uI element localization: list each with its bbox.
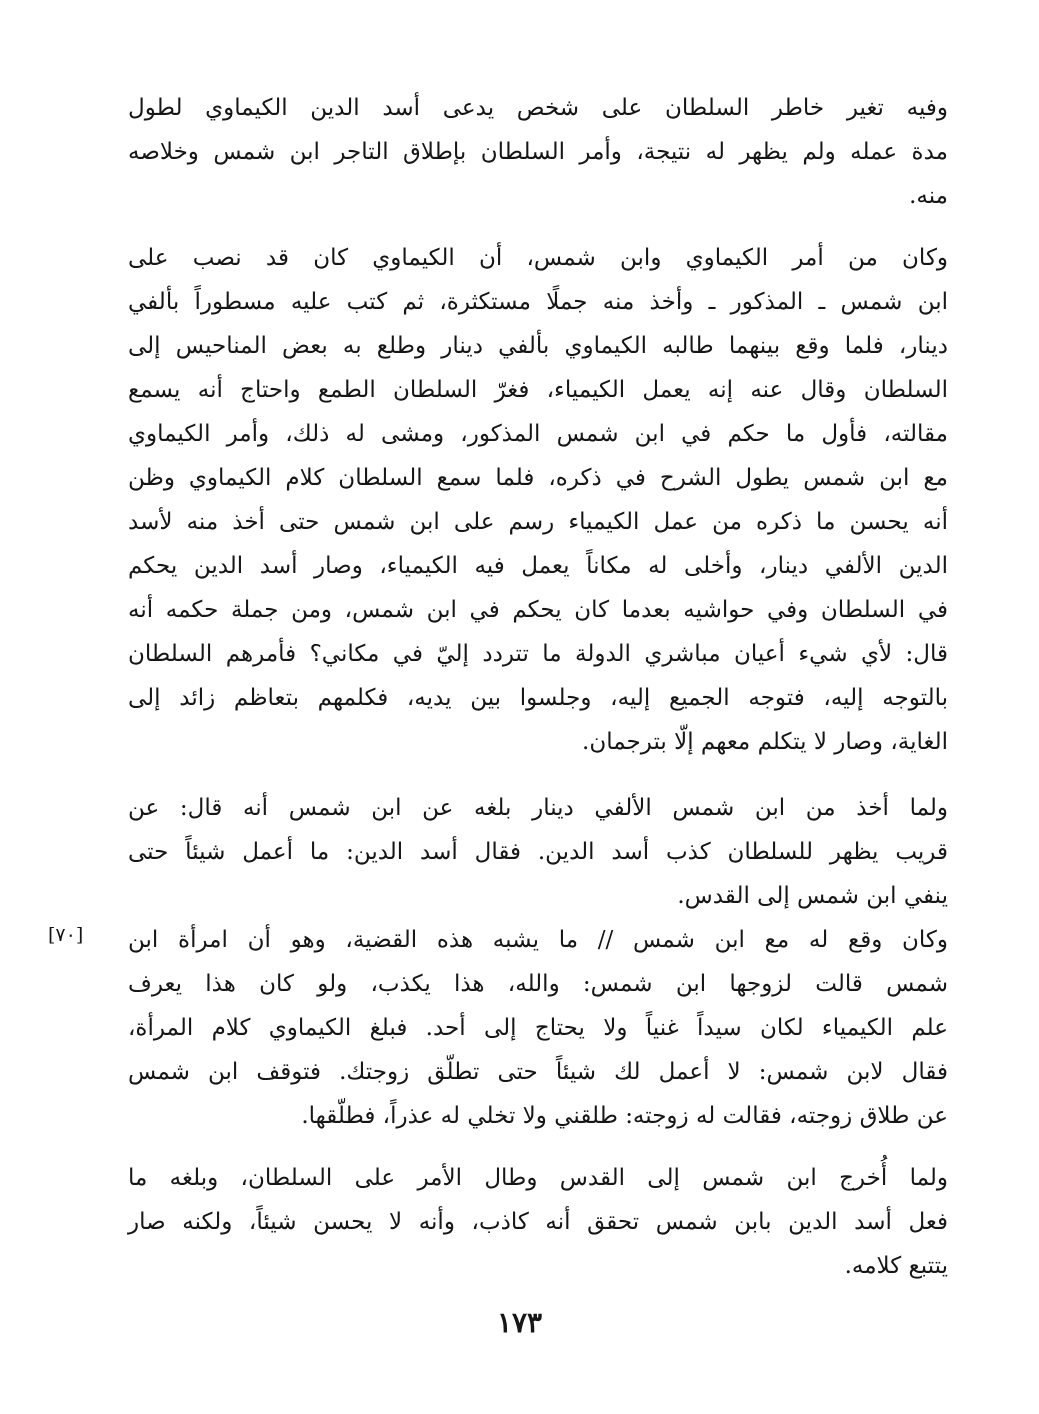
text-line: يتتبع كلامه. [844,1253,948,1279]
text-line: قال: لأي شيء أعيان مباشري الدولة ما تتردد إليّ في مكاني؟ فأمرهم السلطان [128,641,948,667]
page-number: ١٧٣ [496,1306,543,1339]
text-line: علم الكيمياء لكان سيداً غنياً ولا يحتاج إلى أحد. فبلغ الكيماوي كلام المرأة، [128,1015,948,1041]
text-line: عن طلاق زوجته، فقالت له زوجته: طلقني ولا تخلي له عذراً، فطلّقها. [301,1103,948,1129]
text-line: فعل أسد الدين بابن شمس تحقق أنه كاذب، وأنه لا يحسن شيئاً، ولكنه صار [128,1209,948,1235]
paragraph-2 [128,236,948,764]
text-line: السلطان وقال عنه إنه يعمل الكيمياء، فغرّ السلطان الطمع واحتاج أنه يسمع [128,377,948,403]
paragraph-4 [128,918,948,1138]
text-line: وكان من أمر الكيماوي وابن شمس، أن الكيماوي كان قد نصب على [128,245,948,271]
text-line: بالتوجه إليه، فتوجه الجميع إليه، وجلسوا بين يديه، فكلمهم بتعاظم زائد إلى [128,685,948,711]
paragraph-3 [128,786,948,918]
text-line: أنه يحسن ما ذكره من عمل الكيمياء رسم على ابن شمس حتى أخذ منه لأسد [128,509,948,535]
paragraph-1 [128,86,948,218]
text-line: ينفي ابن شمس إلى القدس. [677,883,948,909]
text-line: الدين الألفي دينار، وأخلى له مكاناً يعمل فيه الكيمياء، وصار أسد الدين يحكم [128,553,948,579]
text-line: وفيه تغير خاطر السلطان على شخص يدعى أسد الدين الكيماوي لطول [128,95,948,121]
text-line: مدة عمله ولم يظهر له نتيجة، وأمر السلطان بإطلاق التاجر ابن شمس وخلاصه [128,139,948,165]
text-line: ابن شمس ـ المذكور ـ وأخذ منه جملًا مستكثرة، ثم كتب عليه مسطوراً بألفي [128,289,948,315]
text-line: قريب يظهر للسلطان كذب أسد الدين. فقال أسد الدين: ما أعمل شيئاً حتى [128,839,948,865]
text-line: شمس قالت لزوجها ابن شمس: والله، هذا يكذب، ولو كان هذا يعرف [128,971,948,997]
paragraph-5 [128,1156,948,1288]
text-line: الغاية، وصار لا يتكلم معهم إلّا بترجمان. [582,729,948,755]
text-line: دينار، فلما وقع بينهما طالبه الكيماوي بألفي دينار وطلع به بعض المناحيس إلى [128,333,948,359]
text-line: وكان وقع له مع ابن شمس // ما يشبه هذه القضية، وهو أن امرأة ابن [128,927,948,953]
text-line: مع ابن شمس يطول الشرح في ذكره، فلما سمع السلطان كلام الكيماوي وظن [128,465,948,491]
text-line: في السلطان وفي حواشيه بعدما كان يحكم في ابن شمس، ومن جملة حكمه أنه [128,597,948,623]
text-line: فقال لابن شمس: لا أعمل لك شيئاً حتى تطلّق زوجتك. فتوقف ابن شمس [128,1059,948,1085]
manuscript-folio-marker: [٧٠] [48,924,84,946]
text-line: ولما أُخرج ابن شمس إلى القدس وطال الأمر على السلطان، وبلغه ما [128,1165,948,1191]
text-line: منه. [909,183,948,209]
text-line: مقالته، فأول ما حكم في ابن شمس المذكور، ومشى له ذلك، وأمر الكيماوي [128,421,948,447]
text-line: ولما أخذ من ابن شمس الألفي دينار بلغه عن ابن شمس أنه قال: عن [128,795,948,821]
